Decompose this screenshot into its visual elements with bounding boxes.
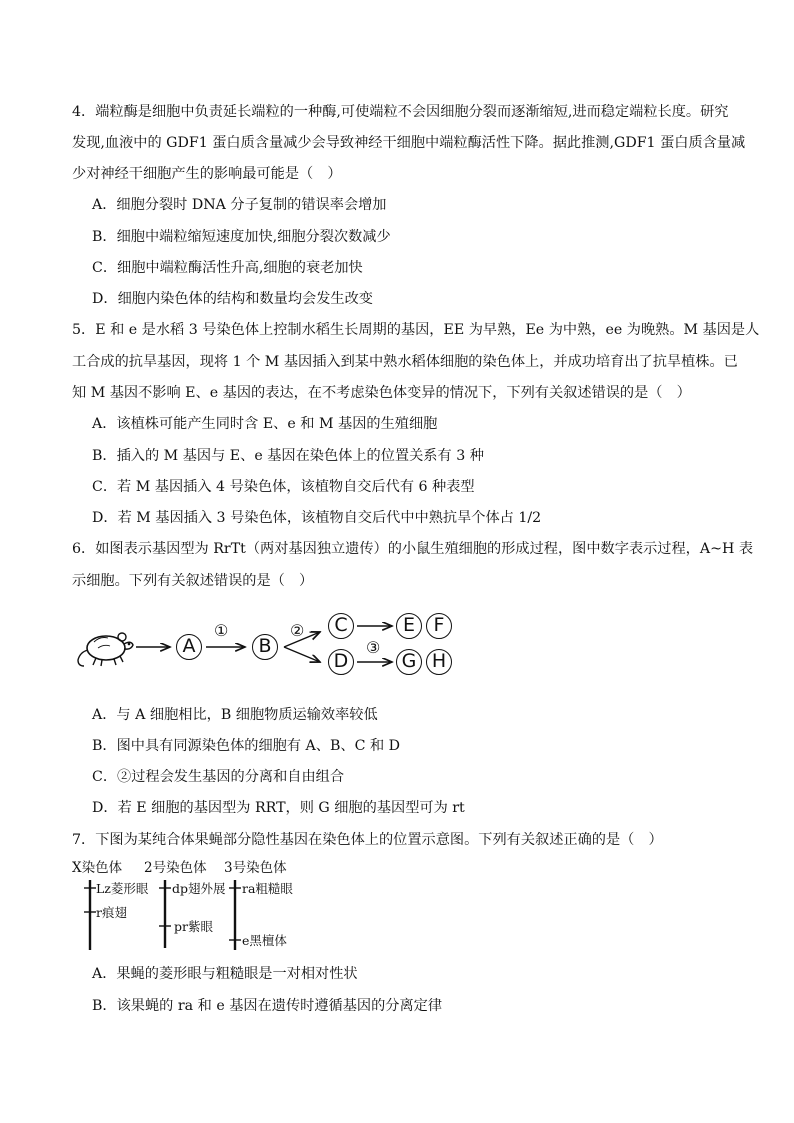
cell-h: H	[426, 649, 452, 675]
q6-option-a: A．与 A 细胞相比，B 细胞物质运输效率较低	[92, 707, 378, 723]
q7-option-b: B．该果蝇的 ra 和 e 基因在遗传时遵循基因的分离定律	[92, 998, 443, 1014]
gene-r: r痕翅	[96, 905, 127, 920]
x-chromosome-label: X染色体	[72, 860, 123, 876]
step-3-label: ③	[366, 638, 381, 657]
q4-stem-line-2: 发现,血液中的 GDF1 蛋白质含量减少会导致神经干细胞中端粒酶活性下降。据此推测,GDF1 蛋白质含量减	[72, 135, 746, 151]
q5-option-a: A．该植株可能产生同时含 E、e 和 M 基因的生殖细胞	[92, 416, 438, 432]
q6-option-c: C．②过程会发生基因的分离和自由组合	[92, 769, 345, 785]
cell-d: D	[328, 649, 354, 675]
step-1-label: ①	[214, 621, 229, 640]
q5-stem-line-1: 5．E 和 e 是水稻 3 号染色体上控制水稻生长周期的基因，EE 为早熟，Ee 为中熟，ee 为晚熟。M 基因是人	[72, 322, 760, 338]
q5-stem-line-2: 工合成的抗旱基因，现将 1 个 M 基因插入到某中熟水稻体细胞的染色体上，并成功培育出了抗旱植株。已	[72, 354, 738, 370]
q4-option-a: A．细胞分裂时 DNA 分子复制的错误率会增加	[92, 197, 387, 213]
gene-dp: dp翅外展	[172, 881, 226, 896]
q5-option-b: B．插入的 M 基因与 E、e 基因在染色体上的位置关系有 3 种	[92, 448, 484, 464]
q6-figure	[70, 608, 470, 688]
q4-stem-line-3: 少对神经干细胞产生的影响最可能是（ ）	[72, 166, 342, 182]
step-2-label: ②	[290, 621, 305, 640]
q7-stem-line-1: 7．下图为某纯合体果蝇部分隐性基因在染色体上的位置示意图。下列有关叙述正确的是（ ）	[72, 832, 663, 848]
q4-option-b: B．细胞中端粒缩短速度加快,细胞分裂次数减少	[92, 229, 391, 245]
q6-stem-line-2: 示细胞。下列有关叙述错误的是（ ）	[72, 573, 314, 589]
gene-lz: Lz菱形眼	[96, 881, 149, 896]
cell-b: B	[252, 634, 278, 660]
q5-stem-line-3: 知 M 基因不影响 E、e 基因的表达，在不考虑染色体变异的情况下，下列有关叙述错误的是（ ）	[72, 385, 691, 401]
gene-pr: pr紫眼	[174, 919, 213, 934]
q5-option-d: D．若 M 基因插入 3 号染色体，该植物自交后代中中熟抗旱个体占 1/2	[92, 510, 542, 526]
gene-e: e黑檀体	[242, 933, 287, 948]
cell-e: E	[396, 613, 422, 639]
cell-f: F	[426, 613, 452, 639]
q4-option-c: C．细胞中端粒酶活性升高,细胞的衰老加快	[92, 260, 363, 276]
chromosome-3-label: 3号染色体	[224, 860, 287, 876]
q4-stem-line-1: 4．端粒酶是细胞中负责延长端粒的一种酶,可使端粒不会因细胞分裂而逐渐缩短,进而稳定端粒长度。研究	[72, 104, 729, 120]
q6-option-d: D．若 E 细胞的基因型为 RRT，则 G 细胞的基因型可为 rt	[92, 800, 465, 816]
q7-option-a: A．果蝇的菱形眼与粗糙眼是一对相对性状	[92, 966, 358, 982]
q6-stem-line-1: 6．如图表示基因型为 RrTt（两对基因独立遗传）的小鼠生殖细胞的形成过程，图中数字表示过程，A~H 表	[72, 541, 754, 557]
gene-ra: ra粗糙眼	[242, 881, 293, 896]
q4-option-d: D．细胞内染色体的结构和数量均会发生改变	[92, 291, 373, 307]
q7-figure	[72, 860, 342, 955]
q6-option-b: B．图中具有同源染色体的细胞有 A、B、C 和 D	[92, 738, 401, 754]
cell-c: C	[328, 613, 354, 639]
q5-option-c: C．若 M 基因插入 4 号染色体，该植物自交后代有 6 种表型	[92, 479, 475, 495]
cell-g: G	[396, 649, 422, 675]
chromosome-2-label: 2号染色体	[144, 860, 207, 876]
cell-a: A	[176, 634, 202, 660]
